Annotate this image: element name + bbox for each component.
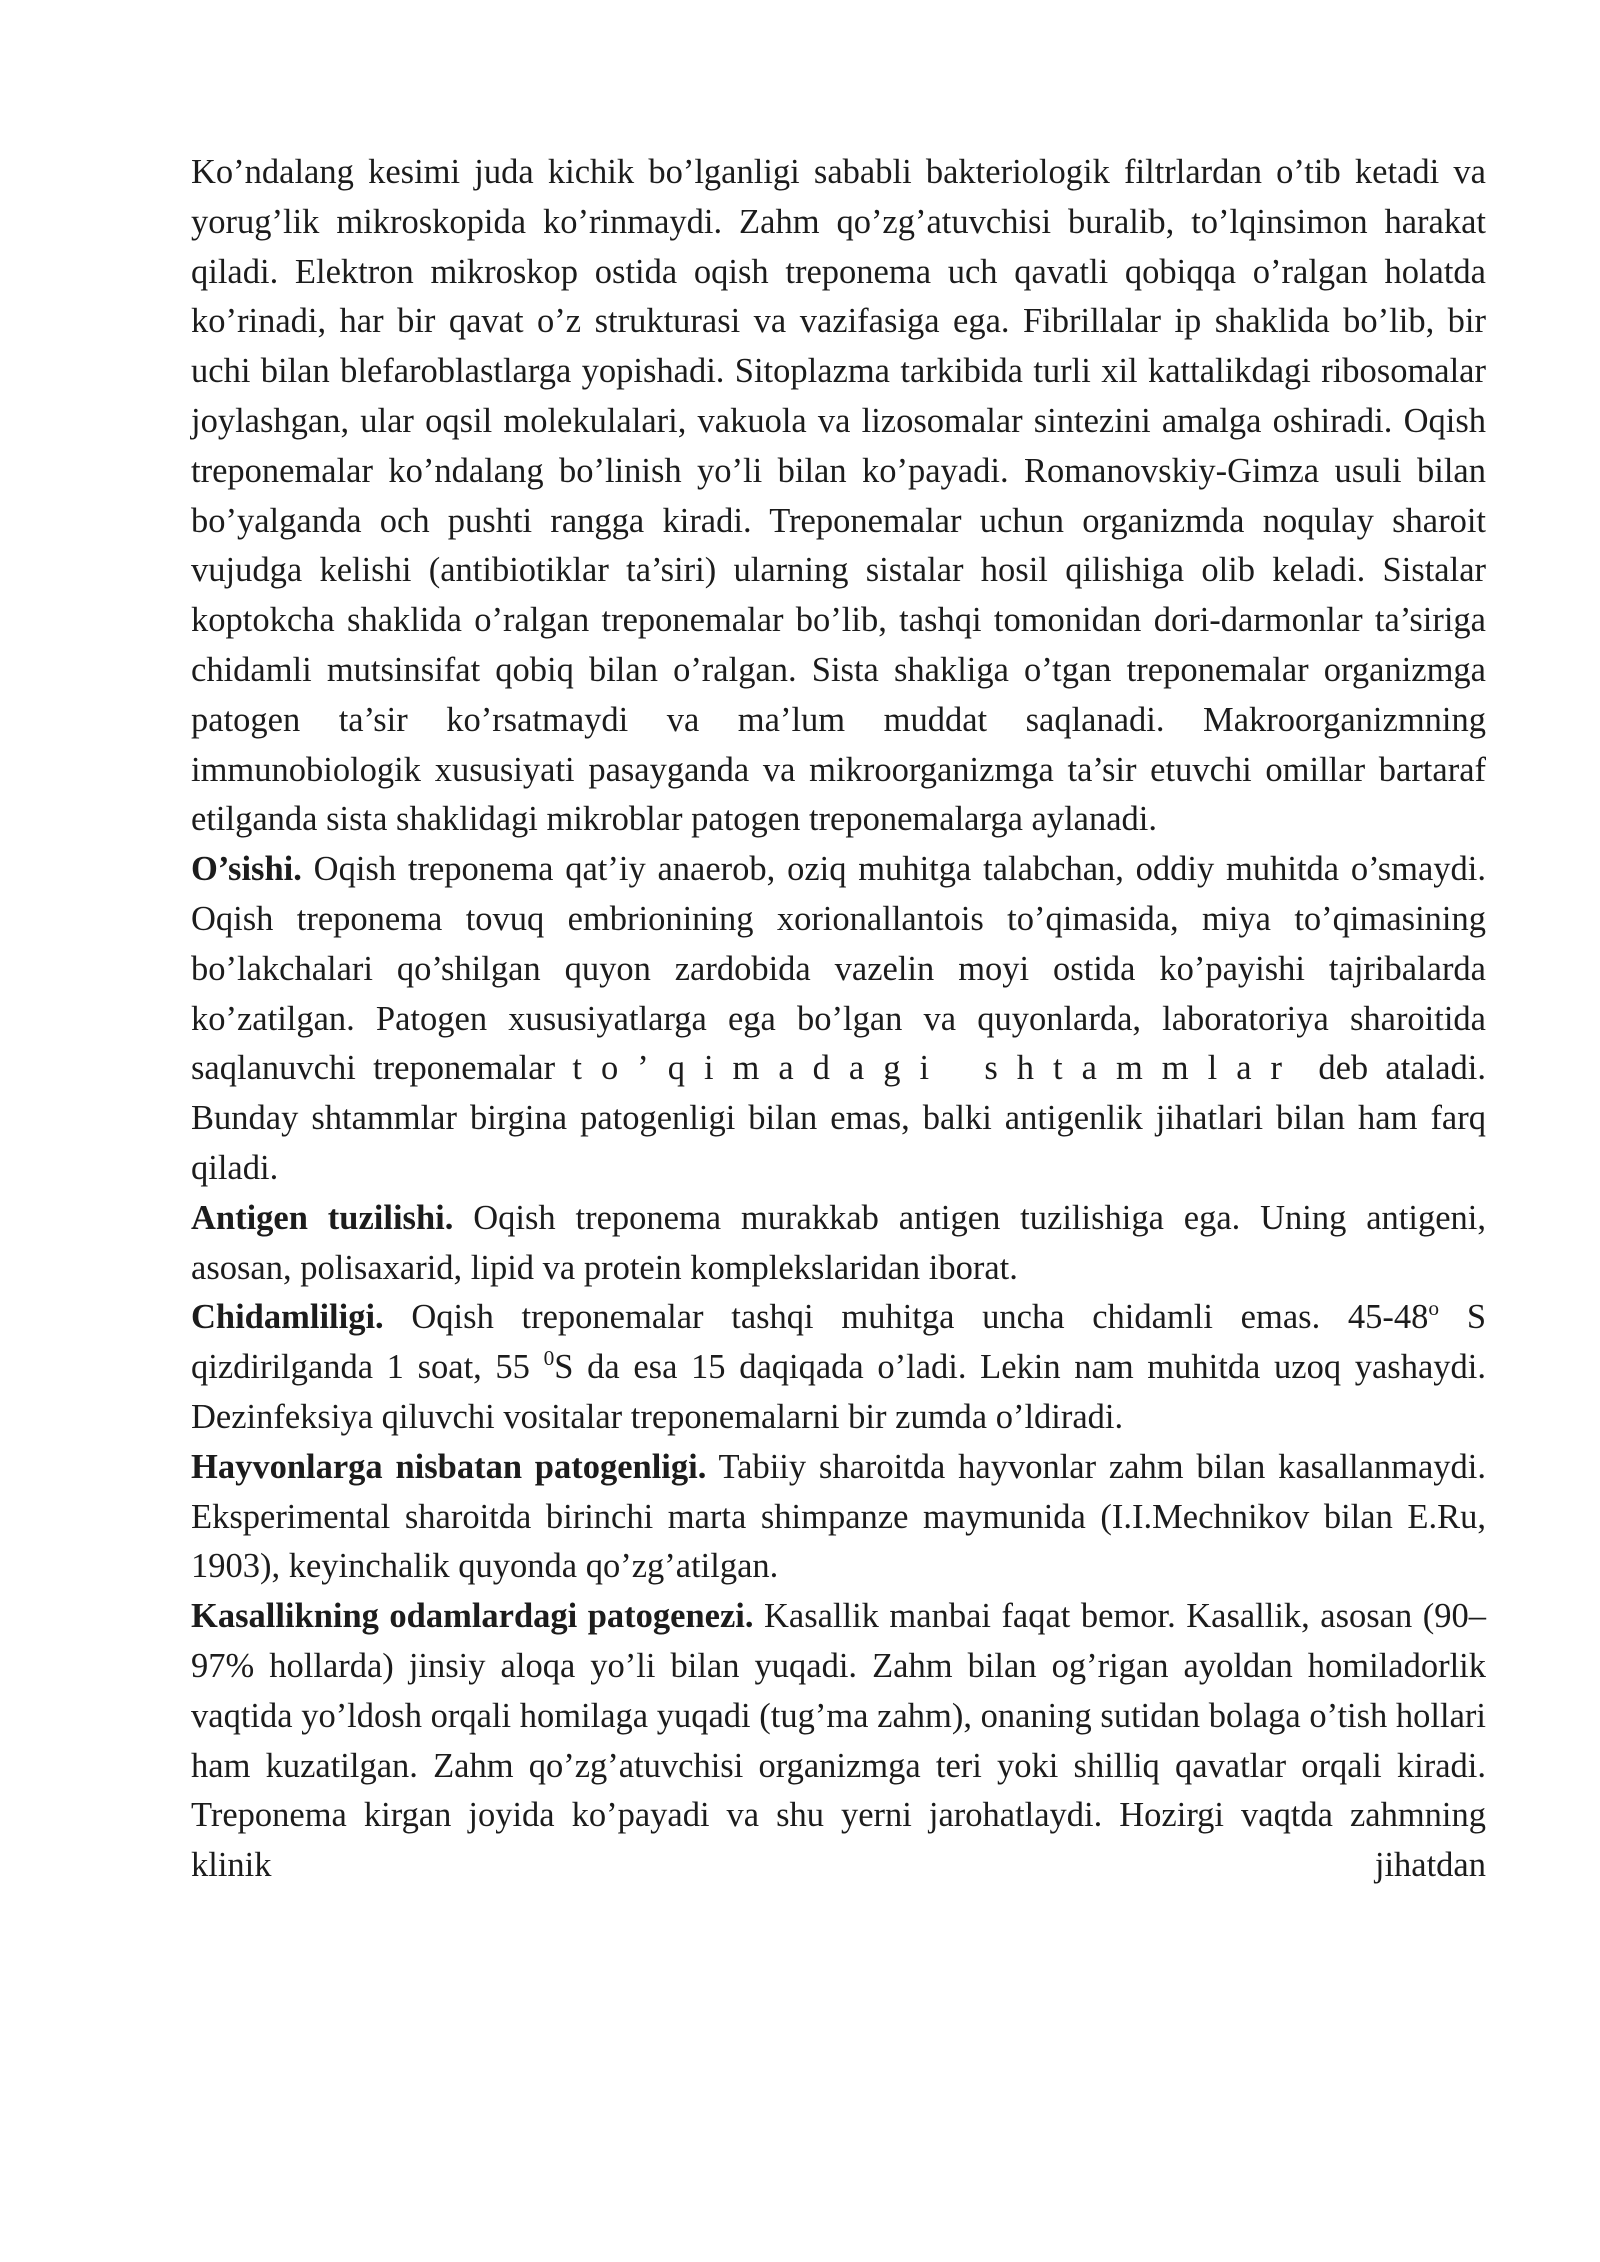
paragraph-text: Oqish treponemalar tashqi muhitga uncha chidamli emas. 45-48 [383, 1298, 1429, 1337]
section-heading-growth: O’sishi. [191, 850, 302, 889]
section-heading-antigen: Antigen tuzilishi. [191, 1198, 454, 1237]
paragraph-text: deb ataladi. Bunday shtammlar birgina patogenligi bilan emas, balki antigenlik jihatlari bilan ham farq qiladi. [191, 1049, 1486, 1187]
paragraph-text: Tabiiy sharoitda hayvonlar zahm bilan kasallanmaydi. Eksperimental sharoitda birinchi marta shimpanze maymunida (I.I.Mechnikov bilan E.Ru, 1903), keyinchalik quyonda qo’zg’atilgan. [191, 1447, 1486, 1586]
section-heading-resistance: Chidamliligi. [191, 1298, 384, 1337]
spaced-term: to’qimadagi shtammlar [572, 1049, 1302, 1088]
section-heading-animal-pathogenicity: Hayvonlarga nisbatan patogenligi. [191, 1447, 707, 1486]
paragraph-text: S da esa 15 daqiqada o’ladi. Lekin nam muhitda uzoq yashaydi. Dezinfeksiya qiluvchi vositalar treponemalarni bir zumda o’ldiradi. [191, 1348, 1487, 1436]
paragraph-pathogenesis [191, 1592, 1486, 1891]
paragraph-text: Oqish treponema murakkab antigen tuzilishiga ega. Uning antigeni, asosan, polisaxarid, lipid va protein komplekslaridan iborat. [191, 1198, 1486, 1287]
paragraph-text: Oqish treponema qat’iy anaerob, oziq muhitga talabchan, oddiy muhitda o’smaydi. Oqish treponema tovuq embrionining xorionallantois to’qimasida, miya to’qimasining bo’lakchalari qo’shilgan quyon zardobida vazelin moyi ostida ko’payishi tajribalarda ko’zatilgan. Patogen xususiyatlarga ega bo’lgan va quyonlarda, laboratoriya sharoitida saqlanuvchi treponemalar [191, 850, 1486, 1088]
paragraph-growth [191, 845, 1486, 1194]
degree-superscript: o [1428, 1296, 1440, 1321]
section-heading-pathogenesis: Kasallikning odamlardagi patogenezi. [191, 1597, 754, 1636]
paragraph-antigen-structure [191, 1194, 1486, 1294]
degree-superscript: 0 [543, 1346, 555, 1371]
paragraph-animal-pathogenicity [191, 1443, 1486, 1592]
paragraph-resistance [191, 1293, 1486, 1442]
paragraph-text: Ko’ndalang kesimi juda kichik bo’lganligi sababli bakteriologik filtrlardan o’tib ketadi va yorug’lik mikroskopida ko’rinmaydi. Zahm qo’zg’atuvchisi buralib, to’lqinsimon harakat qiladi. Elektron mikroskop ostida oqish treponema uch qavatli qobiqqa o’ralgan holatda ko’rinadi, har bir qavat o’z strukturasi va vazifasiga ega. Fibrillalar ip shaklida bo’lib, bir uchi bilan blefaroblastlarga yopishadi. Sitoplazma tarkibida turli xil kattalikdagi ribosomalar joylashgan, ular oqsil molekulalari, vakuola va lizosomalar sintezini amalga oshiradi. Oqish treponemalar ko’ndalang bo’linish yo’li bilan ko’payadi. Romanovskiy-Gimza usuli bilan bo’yalganda och pushti rangga kiradi. Treponemalar uchun organizmda noqulay sharoit vujudga kelishi (antibiotiklar ta’siri) ularning sistalar hosil qilishiga olib keladi. Sistalar koptokcha shaklida o’ralgan treponemalar bo’lib, tashqi tomonidan dori-darmonlar ta’siriga chidamli mutsinsifat qobiq bilan o’ralgan. Sista shakliga o’tgan treponemalar organizmga patogen ta’sir ko’rsatmaydi va ma’lum muddat saqlanadi. Makroorganizmning immunobiologik xususiyati pasayganda va mikroorganizmga ta’sir etuvchi omillar bartaraf etilganda sista shaklidagi mikroblar patogen treponemalarga aylanadi. [191, 153, 1486, 839]
paragraph-morphology [191, 148, 1486, 845]
document-body [191, 148, 1486, 1891]
paragraph-text: Kasallik manbai faqat bemor. Kasallik, asosan (90–97% hollarda) jinsiy aloqa yo’li bilan yuqadi. Zahm bilan og’rigan ayoldan homiladorlik vaqtida yo’ldosh orqali homilaga yuqadi (tug’ma zahm), onaning sutidan bolaga o’tish hollari ham kuzatilgan. Zahm qo’zg’atuvchisi organizmga teri yoki shilliq qavatlar orqali kiradi. Treponema kirgan joyida ko’payadi va shu yerni jarohatlaydi. Hozirgi vaqtda zahmning klinik jihatdan [191, 1597, 1486, 1885]
paragraph-text: S qizdirilganda 1 soat, 55 [191, 1298, 1486, 1387]
